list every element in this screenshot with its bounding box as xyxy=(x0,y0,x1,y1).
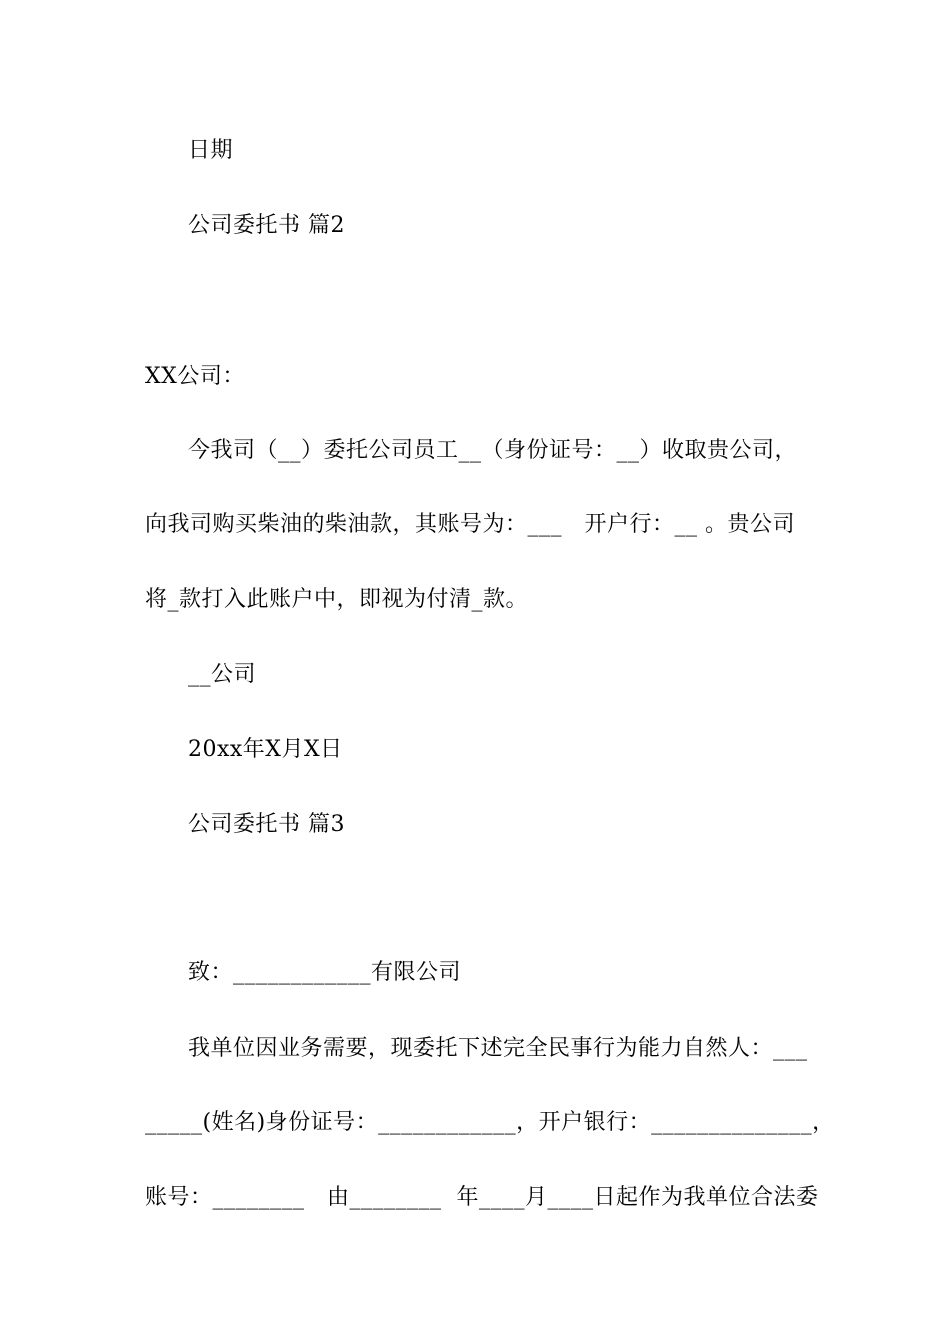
body-paragraph-line: 我单位因业务需要，现委托下述完全民事行为能力自然人：___ xyxy=(188,1036,808,1061)
body-paragraph-line: 向我司购买柴油的柴油款，其账号为：___ 开户行：__ 。贵公司 xyxy=(145,512,795,537)
addressee-line: XX公司： xyxy=(145,364,245,389)
signature-date: 20xx年X月X日 xyxy=(188,737,343,762)
section-heading-3: 公司委托书 篇3 xyxy=(188,812,345,837)
body-paragraph-line: 将_款打入此账户中，即视为付清_款。 xyxy=(145,587,529,612)
body-paragraph-line: 今我司（__）委托公司员工__（身份证号：__）收取贵公司， xyxy=(188,438,798,463)
recipient-line: 致：____________有限公司 xyxy=(188,960,462,985)
date-label: 日期 xyxy=(188,138,234,163)
signature-company: __公司 xyxy=(188,662,257,687)
body-paragraph-line: 账号：________ 由________ 年____月____日起作为我单位合法委 xyxy=(145,1185,819,1210)
section-heading-2: 公司委托书 篇2 xyxy=(188,213,345,238)
body-paragraph-line: _____(姓名)身份证号：____________，开户银行：______________， xyxy=(145,1110,835,1135)
